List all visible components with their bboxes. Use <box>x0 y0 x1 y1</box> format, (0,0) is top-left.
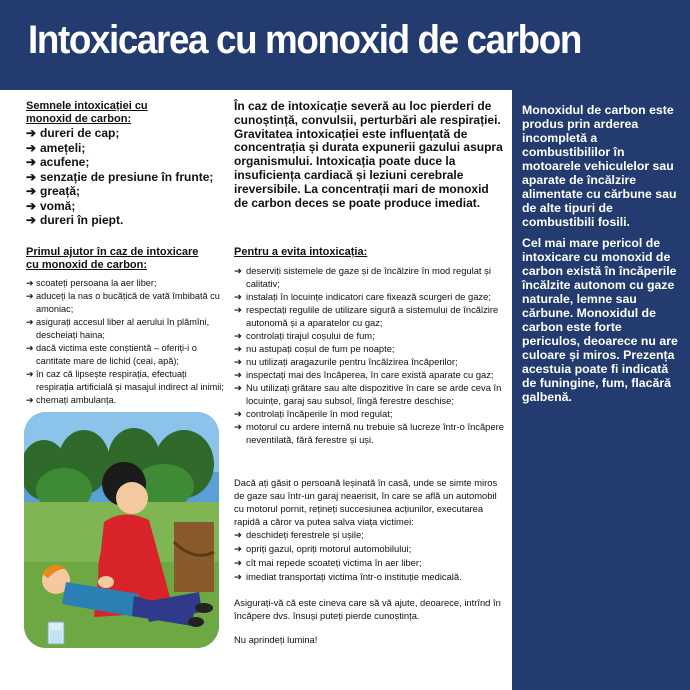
list-item: ➔ deschideți ferestrele și ușile; <box>234 529 364 540</box>
arrow-right-icon: ➔ <box>26 126 37 140</box>
list-item: ➔ nu utilizați aragazurile pentru încălzirea încăperilor; <box>234 356 458 367</box>
list-item: ➔ dacă victima este conștientă – oferiți-i o cantitate mare de lichid (ceai, apă); <box>26 343 197 366</box>
list-item: ➔ imediat transportați victima într-o instituție medicală. <box>234 571 462 582</box>
arrow-right-icon: ➔ <box>234 557 242 568</box>
arrow-right-icon: ➔ <box>26 317 34 327</box>
list-item: ➔ chemați ambulanța. <box>26 395 117 405</box>
list-item: ➔ scoateți persoana la aer liber; <box>26 278 157 288</box>
severe-intoxication-paragraph: În caz de intoxicație severă au loc pierderi de cunoștință, convulsii, perturbări ale respirației. Gravitatea intoxicației este influențată de concentrația și durata expunerii gazului asupra organismului. Intoxicația poate duce la insuficiența cardiacă și leziuni cerebrale ireversibile. La concentrații mari de monoxid de carbon deces se poate produce imediat. <box>234 99 503 210</box>
arrow-right-icon: ➔ <box>234 304 242 315</box>
list-item: ➔ Nu utilizați grătare sau alte dispozitive în care se arde ceva în locuințe, garaj sau subsol, lîngă ferestre deschise; <box>234 382 502 406</box>
info-sidebar <box>512 90 690 690</box>
prevention-section <box>234 246 504 446</box>
list-item: ➔ în caz că lipsește respirația, efectuați respirația artificială și masajul indirect al inimii; <box>26 369 224 392</box>
list-item: ➔ motorul cu ardere internă nu trebuie să lucreze într-o încăpere neventilată, fără ferestre și uși. <box>234 421 504 445</box>
no-light-warning: Nu aprindeți lumina! <box>234 634 318 645</box>
arrow-right-icon: ➔ <box>26 395 34 405</box>
list-item: ➔ controlați tirajul coșului de fum; <box>234 330 375 341</box>
arrow-right-icon: ➔ <box>234 543 242 554</box>
found-person-intro: Dacă ați găsit o persoană leșinată în casă, unde se simte miros de gaze sau într-un garaj neaerisit, în care se află un automobil cu motorul pornit, rețineți succesiunea acțiunilor, executarea rapidă a căror va putea salva viața victimei: <box>234 477 498 527</box>
arrow-right-icon: ➔ <box>234 369 242 380</box>
first-aid-title: Primul ajutor în caz de intoxicare cu monoxid de carbon: <box>26 246 199 271</box>
sidebar-paragraph-source: Monoxidul de carbon este produs prin arderea incompletă a combustibililor în motoarele vehiculelor sau aparate de încălzire alimentate cu cărbune sau de alte tipuri de combustibili fosili. <box>522 103 677 229</box>
symptoms-title <box>26 100 226 126</box>
first-aid-illustration <box>24 412 219 648</box>
list-item: ➔ aduceți la nas o bucățică de vată îmbibată cu amoniac; <box>26 291 220 314</box>
arrow-right-icon: ➔ <box>234 343 242 354</box>
arrow-right-icon: ➔ <box>234 382 242 393</box>
arrow-right-icon: ➔ <box>26 278 34 288</box>
list-item: ➔ dureri în piept. <box>26 213 124 227</box>
list-item: ➔ amețeli; <box>26 140 86 155</box>
arrow-right-icon: ➔ <box>26 343 34 353</box>
found-person-section <box>234 476 504 584</box>
arrow-right-icon: ➔ <box>234 356 242 367</box>
found-person-list <box>234 528 504 584</box>
arrow-right-icon: ➔ <box>234 421 242 432</box>
symptoms-section <box>26 100 226 228</box>
symptoms-title-line2: monoxid de carbon: <box>26 113 132 125</box>
list-item: ➔ opriți gazul, opriți motorul automobilului; <box>234 543 412 554</box>
arrow-right-icon: ➔ <box>234 330 242 341</box>
list-item: ➔ inspectați mai des încăperea, în care există aparate cu gaz; <box>234 369 494 380</box>
arrow-right-icon: ➔ <box>234 571 242 582</box>
list-item: ➔ nu astupați coșul de fum pe noapte; <box>234 343 395 354</box>
list-item: ➔ vomă; <box>26 198 76 213</box>
arrow-right-icon: ➔ <box>26 155 37 169</box>
arrow-right-icon: ➔ <box>26 198 37 213</box>
list-item: ➔ greață; <box>26 184 81 198</box>
list-item: ➔ acufene; <box>26 155 90 169</box>
symptoms-list <box>26 126 226 228</box>
list-item: ➔ deserviți sistemele de gaze și de încălzire în mod regulat și calitativ; <box>234 265 491 289</box>
sidebar-paragraph-danger: Cel mai mare pericol de intoxicare cu monoxid de carbon există în încăperile încălzite autonom cu gaze naturale, lemne sau cărbune. Monoxidul de carbon este forte periculos, deoarece nu are culoare și miros. Prezența acestuia poate fi indicată de funingine, fum, flacără galbenă. <box>522 236 678 404</box>
list-item: ➔ controlați încăperile în mod regulat; <box>234 408 393 419</box>
page-title: Intoxicarea cu monoxid de carbon <box>28 18 581 62</box>
list-item: ➔ cît mai repede scoateți victima în aer liber; <box>234 557 422 568</box>
first-aid-section <box>26 246 226 407</box>
arrow-right-icon: ➔ <box>234 529 242 540</box>
help-warning: Asigurați-vă că este cineva care să vă ajute, deoarece, intrînd în încăpere dvs. însuși puteți pierde cunoștința. <box>234 597 501 621</box>
arrow-right-icon: ➔ <box>234 265 242 276</box>
arrow-right-icon: ➔ <box>234 408 242 419</box>
list-item: ➔ dureri de cap; <box>26 126 120 140</box>
header-banner <box>0 0 690 90</box>
arrow-right-icon: ➔ <box>26 213 37 227</box>
arrow-right-icon: ➔ <box>26 140 37 155</box>
arrow-right-icon: ➔ <box>234 291 242 302</box>
arrow-right-icon: ➔ <box>26 369 34 379</box>
list-item: ➔ senzație de presiune în frunte; <box>26 169 214 184</box>
arrow-right-icon: ➔ <box>26 291 34 301</box>
list-item: ➔ respectați regulile de utilizare sigură a sistemului de încălzire autonomă și a aparatelor cu gaz; <box>234 304 499 328</box>
arrow-right-icon: ➔ <box>26 184 37 198</box>
symptoms-title-line1: Semnele intoxicației cu <box>26 100 148 112</box>
arrow-right-icon: ➔ <box>26 169 37 184</box>
prevention-title: Pentru a evita intoxicația: <box>234 246 368 258</box>
prevention-list <box>234 264 504 446</box>
list-item: ➔ instalați în locuințe indicatori care fixează scurgeri de gaze; <box>234 291 491 302</box>
list-item: ➔ asigurați accesul liber al aerului în plămîni, descheiați haina; <box>26 317 210 340</box>
first-aid-list <box>26 277 226 407</box>
